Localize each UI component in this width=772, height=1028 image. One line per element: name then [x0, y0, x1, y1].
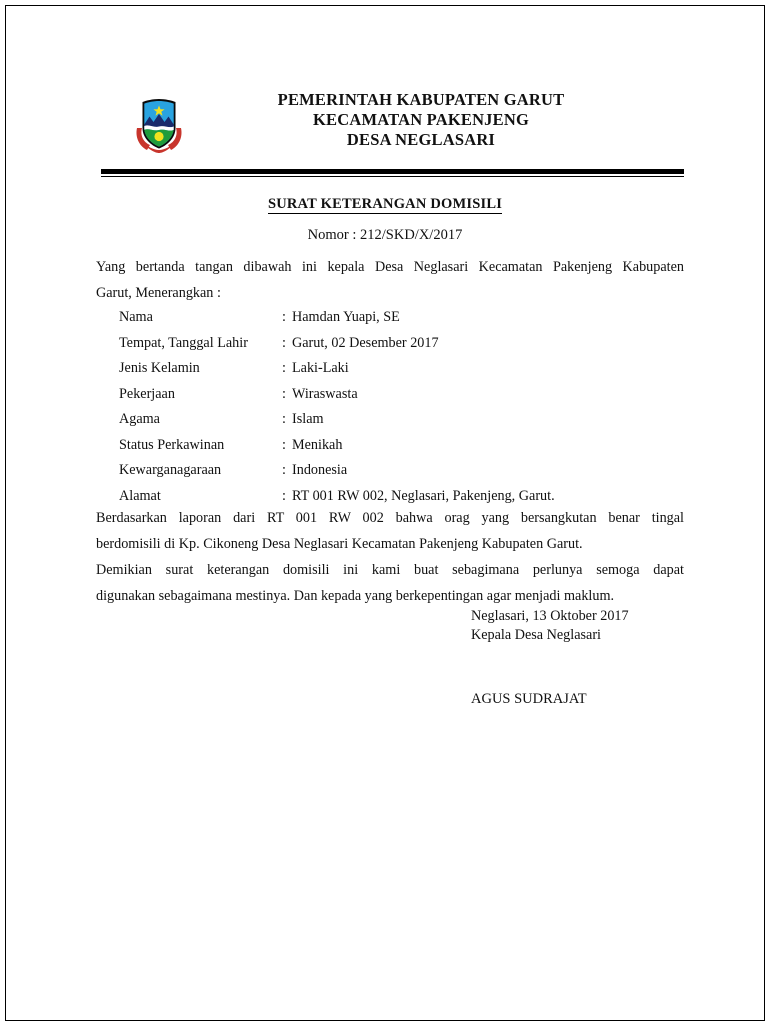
identity-value-text: Garut, 02 Desember 2017 — [292, 334, 439, 351]
identity-label-nama: Nama — [119, 309, 153, 325]
identity-value-text: Wiraswasta — [292, 385, 358, 402]
identity-colon: : — [282, 462, 286, 478]
intro-paragraph — [96, 254, 684, 306]
table-row — [119, 458, 679, 484]
letterhead-line-2: KECAMATAN PAKENJENG — [312, 110, 529, 129]
table-row — [119, 433, 679, 459]
identity-value-jenis-kelamin — [282, 356, 349, 382]
letterhead-line-1: PEMERINTAH KABUPATEN GARUT — [277, 90, 565, 109]
identity-colon: : — [282, 436, 286, 453]
identity-value-text: Islam — [292, 411, 324, 427]
identity-colon: : — [282, 360, 286, 376]
table-row — [119, 407, 679, 433]
identity-value-text: RT 001 RW 002, Neglasari, Pakenjeng, Garut. — [292, 487, 555, 504]
identity-value-text: Indonesia — [292, 462, 348, 478]
document-title — [6, 196, 764, 213]
body-paragraph-2 — [96, 557, 684, 609]
identity-label-kewarganagaraan: Kewarganagaraan — [119, 462, 222, 478]
identity-value-pekerjaan — [282, 382, 358, 408]
identity-value-agama — [282, 407, 324, 433]
letterhead — [6, 84, 764, 164]
divider-thin-rule — [101, 176, 684, 177]
paragraph-2-line-1: Demikian surat keterangan domisili ini kami buat sebagimana perlunya semoga dapat — [96, 562, 684, 578]
table-row — [119, 356, 679, 382]
intro-line-2: Garut, Menerangkan : — [96, 285, 221, 301]
document-title-text: SURAT KETERANGAN DOMISILI — [267, 196, 503, 212]
divider-thick-rule — [101, 169, 684, 174]
identity-value-nama — [282, 305, 400, 331]
letterhead-line-3: DESA NEGLASARI — [346, 130, 496, 149]
table-row — [119, 331, 679, 357]
identity-table — [119, 305, 679, 509]
document-number: Nomor : 212/SKD/X/2017 — [307, 227, 463, 243]
identity-label-tempat-tanggal-lahir: Tempat, Tanggal Lahir — [119, 334, 248, 351]
identity-value-kewarganagaraan — [282, 458, 347, 484]
identity-colon: : — [282, 309, 286, 325]
identity-value-text: Hamdan Yuapi, SE — [292, 309, 400, 325]
letterhead-divider — [101, 169, 684, 177]
signer-name: AGUS SUDRAJAT — [471, 691, 587, 707]
table-row — [119, 382, 679, 408]
intro-line-1: Yang bertanda tangan dibawah ini kepala Desa Neglasari Kecamatan Pakenjeng Kabupaten — [96, 259, 684, 275]
identity-label-alamat: Alamat — [119, 487, 161, 504]
identity-value-text: Menikah — [292, 436, 343, 453]
identity-label-status-perkawinan: Status Perkawinan — [119, 436, 225, 453]
paragraph-1-line-1: Berdasarkan laporan dari RT 001 RW 002 bahwa orag yang bersangkutan benar tingal — [96, 510, 684, 526]
identity-label-jenis-kelamin: Jenis Kelamin — [119, 360, 200, 376]
identity-colon: : — [282, 334, 286, 351]
table-row — [119, 305, 679, 331]
paragraph-1-line-2: berdomisili di Kp. Cikoneng Desa Neglasari Kecamatan Pakenjeng Kabupaten Garut. — [96, 536, 583, 552]
signature-position: Kepala Desa Neglasari — [471, 627, 601, 643]
identity-label-pekerjaan: Pekerjaan — [119, 385, 175, 402]
identity-colon: : — [282, 411, 286, 427]
identity-value-text: Laki-Laki — [292, 360, 349, 376]
signature-place-date: Neglasari, 13 Oktober 2017 — [471, 608, 629, 624]
identity-colon: : — [282, 487, 286, 504]
identity-colon: : — [282, 385, 286, 402]
identity-value-status-perkawinan — [282, 433, 342, 459]
body-paragraph-1 — [96, 505, 684, 557]
identity-label-agama: Agama — [119, 411, 160, 427]
document-page — [5, 5, 765, 1021]
letterhead-text — [156, 90, 686, 150]
signature-block — [471, 607, 721, 645]
identity-value-tempat-tanggal-lahir — [282, 331, 439, 357]
paragraph-2-line-2: digunakan sebagaimana mestinya. Dan kepada yang berkepentingan agar menjadi maklum. — [96, 588, 615, 604]
